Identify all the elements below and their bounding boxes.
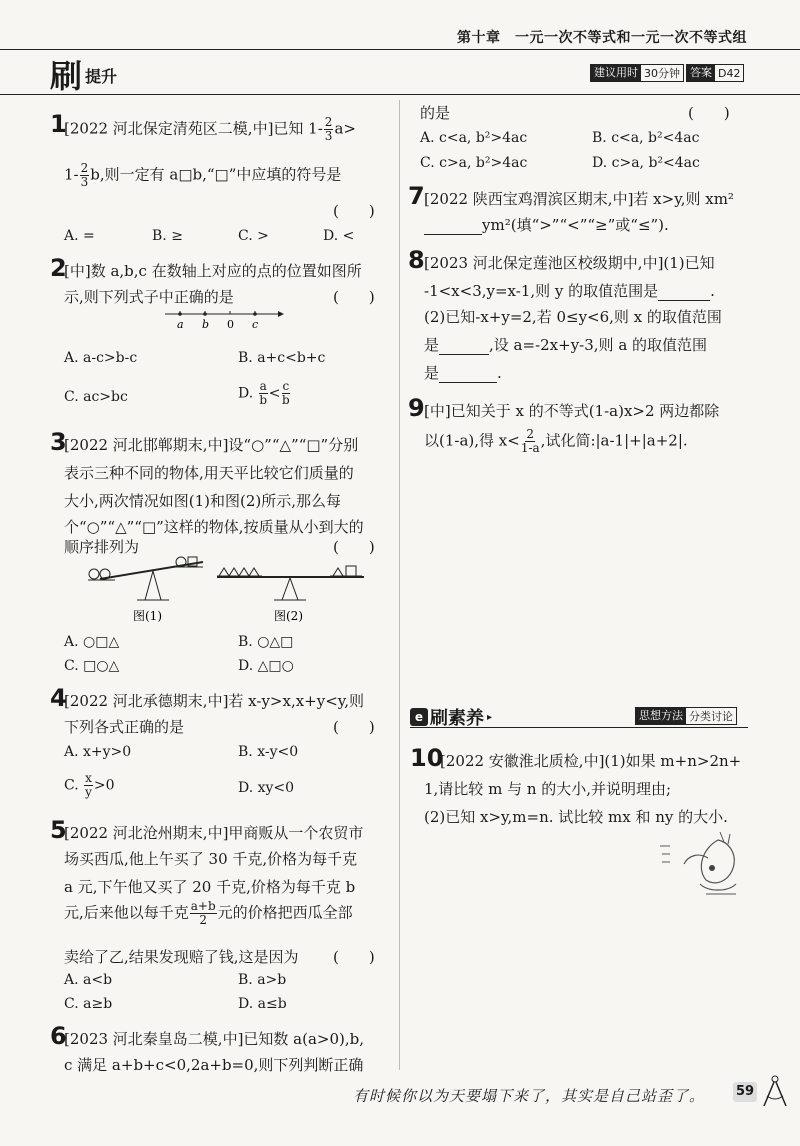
option-c: C. a≥b	[64, 996, 113, 1012]
q5-line2: 场买西瓜,他上午买了 30 千克,价格为每千克	[64, 850, 358, 868]
option-b: B. ○△□	[238, 634, 294, 650]
option-d: D. △□○	[238, 658, 294, 674]
question-number: 10	[410, 744, 444, 772]
q10-line3: (2)已知 x>y,m=n. 试比较 mx 和 ny 的大小.	[424, 808, 728, 826]
question-number: 8	[408, 246, 425, 274]
balance-figure-1	[85, 556, 215, 626]
q4-line1: [2022 河北承德期末,中]若 x-y>x,x+y<y,则	[64, 692, 365, 710]
section-rule	[410, 727, 748, 728]
figure-2-caption: 图(2)	[274, 609, 303, 623]
q3-line5: 顺序排列为	[64, 538, 140, 556]
answer-label: 答案	[687, 65, 715, 81]
header-rule-2	[0, 94, 800, 95]
q3-line1: [2022 河北邯郸期末,中]设“○”“△”“□”分别	[64, 436, 359, 454]
numerator: a	[259, 379, 267, 393]
answer-paren: ( )	[333, 288, 375, 306]
fraction	[190, 900, 217, 927]
q9-text: ,试化简:|a-1|+|a+2|.	[540, 431, 688, 450]
q2-line1: [中]数 a,b,c 在数轴上对应的点的位置如图所	[64, 262, 362, 280]
denominator: 2	[199, 913, 208, 927]
q3-line2: 表示三种不同的物体,用天平比较它们质量的	[64, 464, 354, 482]
q5-text: 元,后来他以每千克	[64, 903, 189, 922]
section-icon: e	[410, 708, 428, 726]
q7-line2	[424, 214, 669, 235]
answer-paren: ( )	[333, 538, 375, 556]
q8-text: 是	[424, 364, 440, 382]
option-b: B. c<a, b²<4ac	[592, 130, 700, 146]
axis-label-c: c	[252, 318, 259, 331]
option-a: A. a-c>b-c	[64, 350, 138, 366]
q8-text: 是	[424, 336, 440, 354]
numerator: a+b	[190, 899, 216, 913]
option-label: D.	[238, 385, 254, 402]
column-divider	[399, 100, 400, 1070]
denominator: 3	[80, 175, 89, 189]
numerator: 2	[324, 115, 333, 129]
q4-line2: 下列各式正确的是	[64, 718, 185, 736]
q1-line1	[64, 116, 356, 143]
header-rule	[0, 49, 800, 50]
denominator: 1-a	[520, 441, 540, 455]
q5-text: 元的价格把西瓜全部	[217, 903, 353, 922]
q8-line5: 是 .	[424, 364, 502, 382]
q5-line4	[64, 900, 353, 927]
compass-icon	[760, 1074, 790, 1108]
chapter-title: 第十章 一元一次不等式和一元一次不等式组	[457, 30, 747, 46]
question-number: 5	[50, 816, 67, 844]
answer-blank	[424, 216, 482, 235]
answer-paren: ( )	[333, 948, 375, 966]
numerator: 2	[526, 427, 535, 441]
q5-line5: 卖给了乙,结果发现赔了钱,这是因为	[64, 948, 299, 966]
fraction	[80, 162, 90, 189]
option-b: B. a>b	[238, 972, 287, 988]
time-label: 建议用时	[591, 65, 641, 81]
answer-badge	[686, 64, 744, 82]
q10-line2: 1,请比较 m 与 n 的大小,并说明理由;	[424, 780, 672, 798]
page-number: 59	[733, 1082, 757, 1102]
fraction	[282, 380, 291, 407]
option-b: B. x-y<0	[238, 744, 299, 760]
q5-line3: a 元,下午他又买了 20 千克,价格为每千克 b	[64, 878, 356, 896]
axis-label-b: b	[202, 318, 210, 331]
option-c	[64, 772, 115, 799]
axis-label-a: a	[177, 318, 184, 331]
denominator: b	[259, 393, 268, 407]
q8-text: -1<x<3,y=x-1,则 y 的取值范围是	[424, 282, 659, 300]
q1-text: a>	[334, 119, 356, 138]
option-d: D. a≤b	[238, 996, 287, 1012]
q8-text: ,设 a=-2x+y-3,则 a 的取值范围	[489, 336, 708, 354]
option-d: D. <	[323, 228, 355, 244]
option-a: A. ○□△	[64, 634, 120, 650]
q2-line2: 示,则下列式子中正确的是	[64, 288, 234, 306]
option-a: A. a<b	[64, 972, 113, 988]
fraction	[84, 772, 93, 799]
denominator: y	[85, 785, 92, 799]
decorative-illustration	[648, 828, 752, 898]
question-number: 6	[50, 1022, 67, 1050]
q8-line4	[424, 334, 707, 355]
option-a: A. =	[64, 228, 95, 244]
option-d: D. c>a, b²<4ac	[592, 155, 700, 171]
q7-text: ym²(填“>”“<”“≥”或“≤”).	[482, 216, 669, 234]
answer-blank	[658, 282, 710, 301]
method-label: 思想方法	[636, 708, 686, 724]
operator: <	[268, 385, 281, 402]
answer-paren: ( )	[333, 202, 375, 220]
answer-blank	[439, 364, 497, 383]
denominator: b	[282, 393, 290, 407]
q1-text: b,则一定有 a□b,“□”中应填的符号是	[90, 165, 342, 184]
q3-line4: 个“○”“△”“□”这样的物体,按质量从小到大的	[64, 518, 364, 536]
answer-page: D42	[718, 66, 741, 80]
q8-line1: [2023 河北保定莲池区校级期中,中](1)已知	[424, 254, 715, 272]
footer-quote: 有时候你以为天要塌下来了，其实是自己站歪了。	[353, 1087, 706, 1105]
option-d: D. xy<0	[238, 780, 295, 796]
arrow-icon: ▸	[487, 711, 493, 723]
number-line	[160, 306, 285, 332]
option-a: A. x+y>0	[64, 744, 132, 760]
q1-line2	[64, 162, 341, 189]
numerator: 2	[80, 161, 89, 175]
answer-paren: ( )	[688, 104, 730, 122]
q1-text: 1-	[64, 165, 79, 184]
q9-text: 以(1-a),得 x<	[424, 431, 520, 450]
q8-line3: (2)已知-x+y=2,若 0≤y<6,则 x 的取值范围	[424, 308, 722, 326]
q1-text: [2022 河北保定清苑区二模,中]已知 1-	[64, 119, 323, 138]
fraction	[259, 380, 268, 407]
q6-line2: c 满足 a+b+c<0,2a+b=0,则下列判断正确	[64, 1056, 364, 1074]
option-c: C. >	[238, 228, 269, 244]
answer-paren: ( )	[333, 718, 375, 736]
option-d	[238, 380, 291, 407]
question-number: 7	[408, 182, 425, 210]
q8-line2: -1<x<3,y=x-1,则 y 的取值范围是 .	[424, 282, 715, 300]
answer-blank	[439, 336, 489, 355]
option-text: >0	[93, 777, 115, 794]
method-value: 分类讨论	[689, 710, 733, 723]
question-number: 1	[50, 110, 67, 138]
q6-line1: [2023 河北秦皇岛二模,中]已知数 a(a>0),b,	[64, 1030, 365, 1048]
balance-figure-2	[212, 556, 372, 626]
question-number: 3	[50, 428, 67, 456]
option-b: B. a+c<b+c	[238, 350, 326, 366]
option-c: C. □○△	[64, 658, 120, 674]
option-c: C. ac>bc	[64, 389, 128, 405]
question-number: 4	[50, 684, 67, 712]
figure-1-caption: 图(1)	[133, 609, 162, 623]
question-number: 2	[50, 254, 67, 282]
q9-line1: [中]已知关于 x 的不等式(1-a)x>2 两边都除	[424, 402, 720, 420]
question-number: 9	[408, 394, 425, 422]
option-c: C. c>a, b²>4ac	[420, 155, 528, 171]
option-b: B. ≥	[152, 228, 183, 244]
time-badge	[590, 64, 684, 82]
axis-label-0: 0	[227, 318, 234, 331]
method-tag	[635, 707, 737, 725]
logo-big: 刷	[50, 57, 83, 95]
numerator: c	[282, 379, 290, 393]
option-a: A. c<a, b²>4ac	[420, 130, 528, 146]
fraction	[324, 116, 334, 143]
q10-line1: [2022 安徽淮北质检,中](1)如果 m+n>2n+	[440, 752, 742, 770]
logo-small: 提升	[85, 67, 118, 86]
fraction	[521, 428, 540, 455]
q9-line2	[424, 428, 688, 455]
numerator: x	[85, 771, 92, 785]
time-value: 30分钟	[644, 67, 680, 80]
section-title-text: 刷素养	[430, 708, 484, 729]
q7-line1: [2022 陕西宝鸡渭滨区期末,中]若 x>y,则 xm²	[424, 190, 734, 208]
q5-line1: [2022 河北沧州期末,中]甲商贩从一个农贸市	[64, 824, 364, 842]
q3-line3: 大小,两次情况如图(1)和图(2)所示,那么每	[64, 492, 342, 510]
denominator: 3	[324, 129, 333, 143]
q6-line3: 的是	[420, 104, 451, 122]
option-label: C.	[64, 777, 79, 794]
